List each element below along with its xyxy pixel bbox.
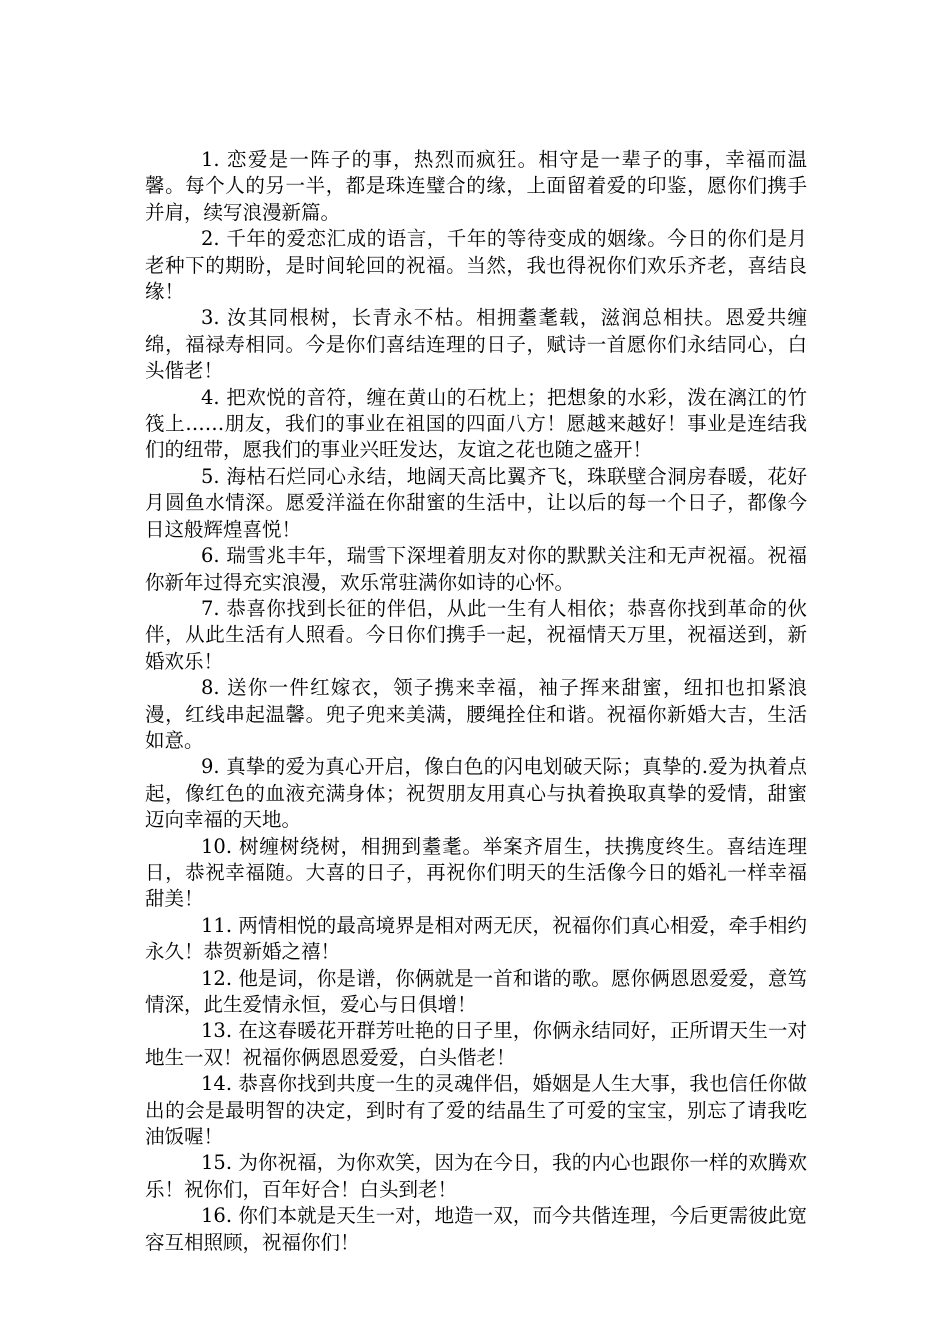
paragraph-1: 1. 恋爱是一阵子的事，热烈而疯狂。相守是一辈子的事，幸福而温馨。每个人的另一半，都是珠连璧合的缘，上面留着爱的印鉴，愿你们携手并肩，续写浪漫新篇。 bbox=[145, 148, 807, 224]
document-body bbox=[145, 147, 807, 1256]
paragraph-2: 2. 千年的爱恋汇成的语言，千年的等待变成的姻缘。今日的你们是月老种下的期盼，是时间轮回的祝福。当然，我也得祝你们欢乐齐老，喜结良缘！ bbox=[145, 227, 807, 304]
paragraph-11: 11. 两情相悦的最高境界是相对两无厌，祝福你们真心相爱，牵手相约永久！恭贺新婚之禧！ bbox=[145, 913, 807, 964]
paragraph-3: 3. 汝其同根树，长青永不枯。相拥耋耄载，滋润总相扶。恩爱共缠绵，福禄寿相同。今是你们喜结连理的日子，赋诗一首愿你们永结同心，白头偕老！ bbox=[145, 306, 807, 383]
paragraph-13: 13. 在这春暖花开群芳吐艳的日子里，你俩永结同好，正所谓天生一对地生一双！祝福你俩恩恩爱爱，白头偕老！ bbox=[145, 1019, 807, 1069]
paragraph-5: 5. 海枯石烂同心永结，地阔天高比翼齐飞，珠联壁合洞房春暖，花好月圆鱼水情深。愿爱洋溢在你甜蜜的生活中，让以后的每一个日子，都像今日这般辉煌喜悦！ bbox=[145, 464, 807, 541]
paragraph-4: 4. 把欢悦的音符，缠在黄山的石枕上；把想象的水彩，泼在漓江的竹筏上……朋友，我们的事业在祖国的四面八方！愿越来越好！事业是连结我们的纽带，愿我们的事业兴旺发达，友谊之花也随之盛开！ bbox=[145, 385, 807, 462]
paragraph-8: 8. 送你一件红嫁衣，领子携来幸福，袖子挥来甜蜜，纽扣也扣紧浪漫，红线串起温馨。兜子兜来美满，腰绳拴住和谐。祝福你新婚大吉，生活如意。 bbox=[145, 676, 807, 752]
paragraph-7: 7. 恭喜你找到长征的伴侣，从此一生有人相依；恭喜你找到革命的伙伴，从此生活有人照看。今日你们携手一起，祝福情天万里，祝福送到，新婚欢乐！ bbox=[145, 596, 807, 673]
paragraph-10: 10. 树缠树绕树，相拥到耋耄。举案齐眉生，扶携度终生。喜结连理日，恭祝幸福随。大喜的日子，再祝你们明天的生活像今日的婚礼一样幸福甜美！ bbox=[145, 834, 807, 911]
paragraph-15: 15. 为你祝福，为你欢笑，因为在今日，我的内心也跟你一样的欢腾欢乐！祝你们，百年好合！白头到老！ bbox=[145, 1151, 807, 1201]
paragraph-6: 6. 瑞雪兆丰年，瑞雪下深埋着朋友对你的默默关注和无声祝福。祝福你新年过得充实浪漫，欢乐常驻满你如诗的心怀。 bbox=[145, 544, 807, 594]
paragraph-12: 12. 他是词，你是谱，你俩就是一首和谐的歌。愿你俩恩恩爱爱，意笃情深，此生爱情永恒，爱心与日俱增！ bbox=[145, 966, 807, 1016]
paragraph-9: 9. 真挚的爱为真心开启，像白色的闪电划破天际；真挚的.爱为执着点起，像红色的血液充满身体；祝贺朋友用真心与执着换取真挚的爱情，甜蜜迈向幸福的天地。 bbox=[145, 755, 807, 832]
paragraph-16: 16. 你们本就是天生一对，地造一双，而今共偕连理，今后更需彼此宽容互相照顾，祝福你们！ bbox=[145, 1204, 807, 1254]
paragraph-14: 14. 恭喜你找到共度一生的灵魂伴侣，婚姻是人生大事，我也信任你做出的会是最明智的决定，到时有了爱的结晶生了可爱的宝宝，别忘了请我吃油饭喔！ bbox=[145, 1072, 807, 1149]
